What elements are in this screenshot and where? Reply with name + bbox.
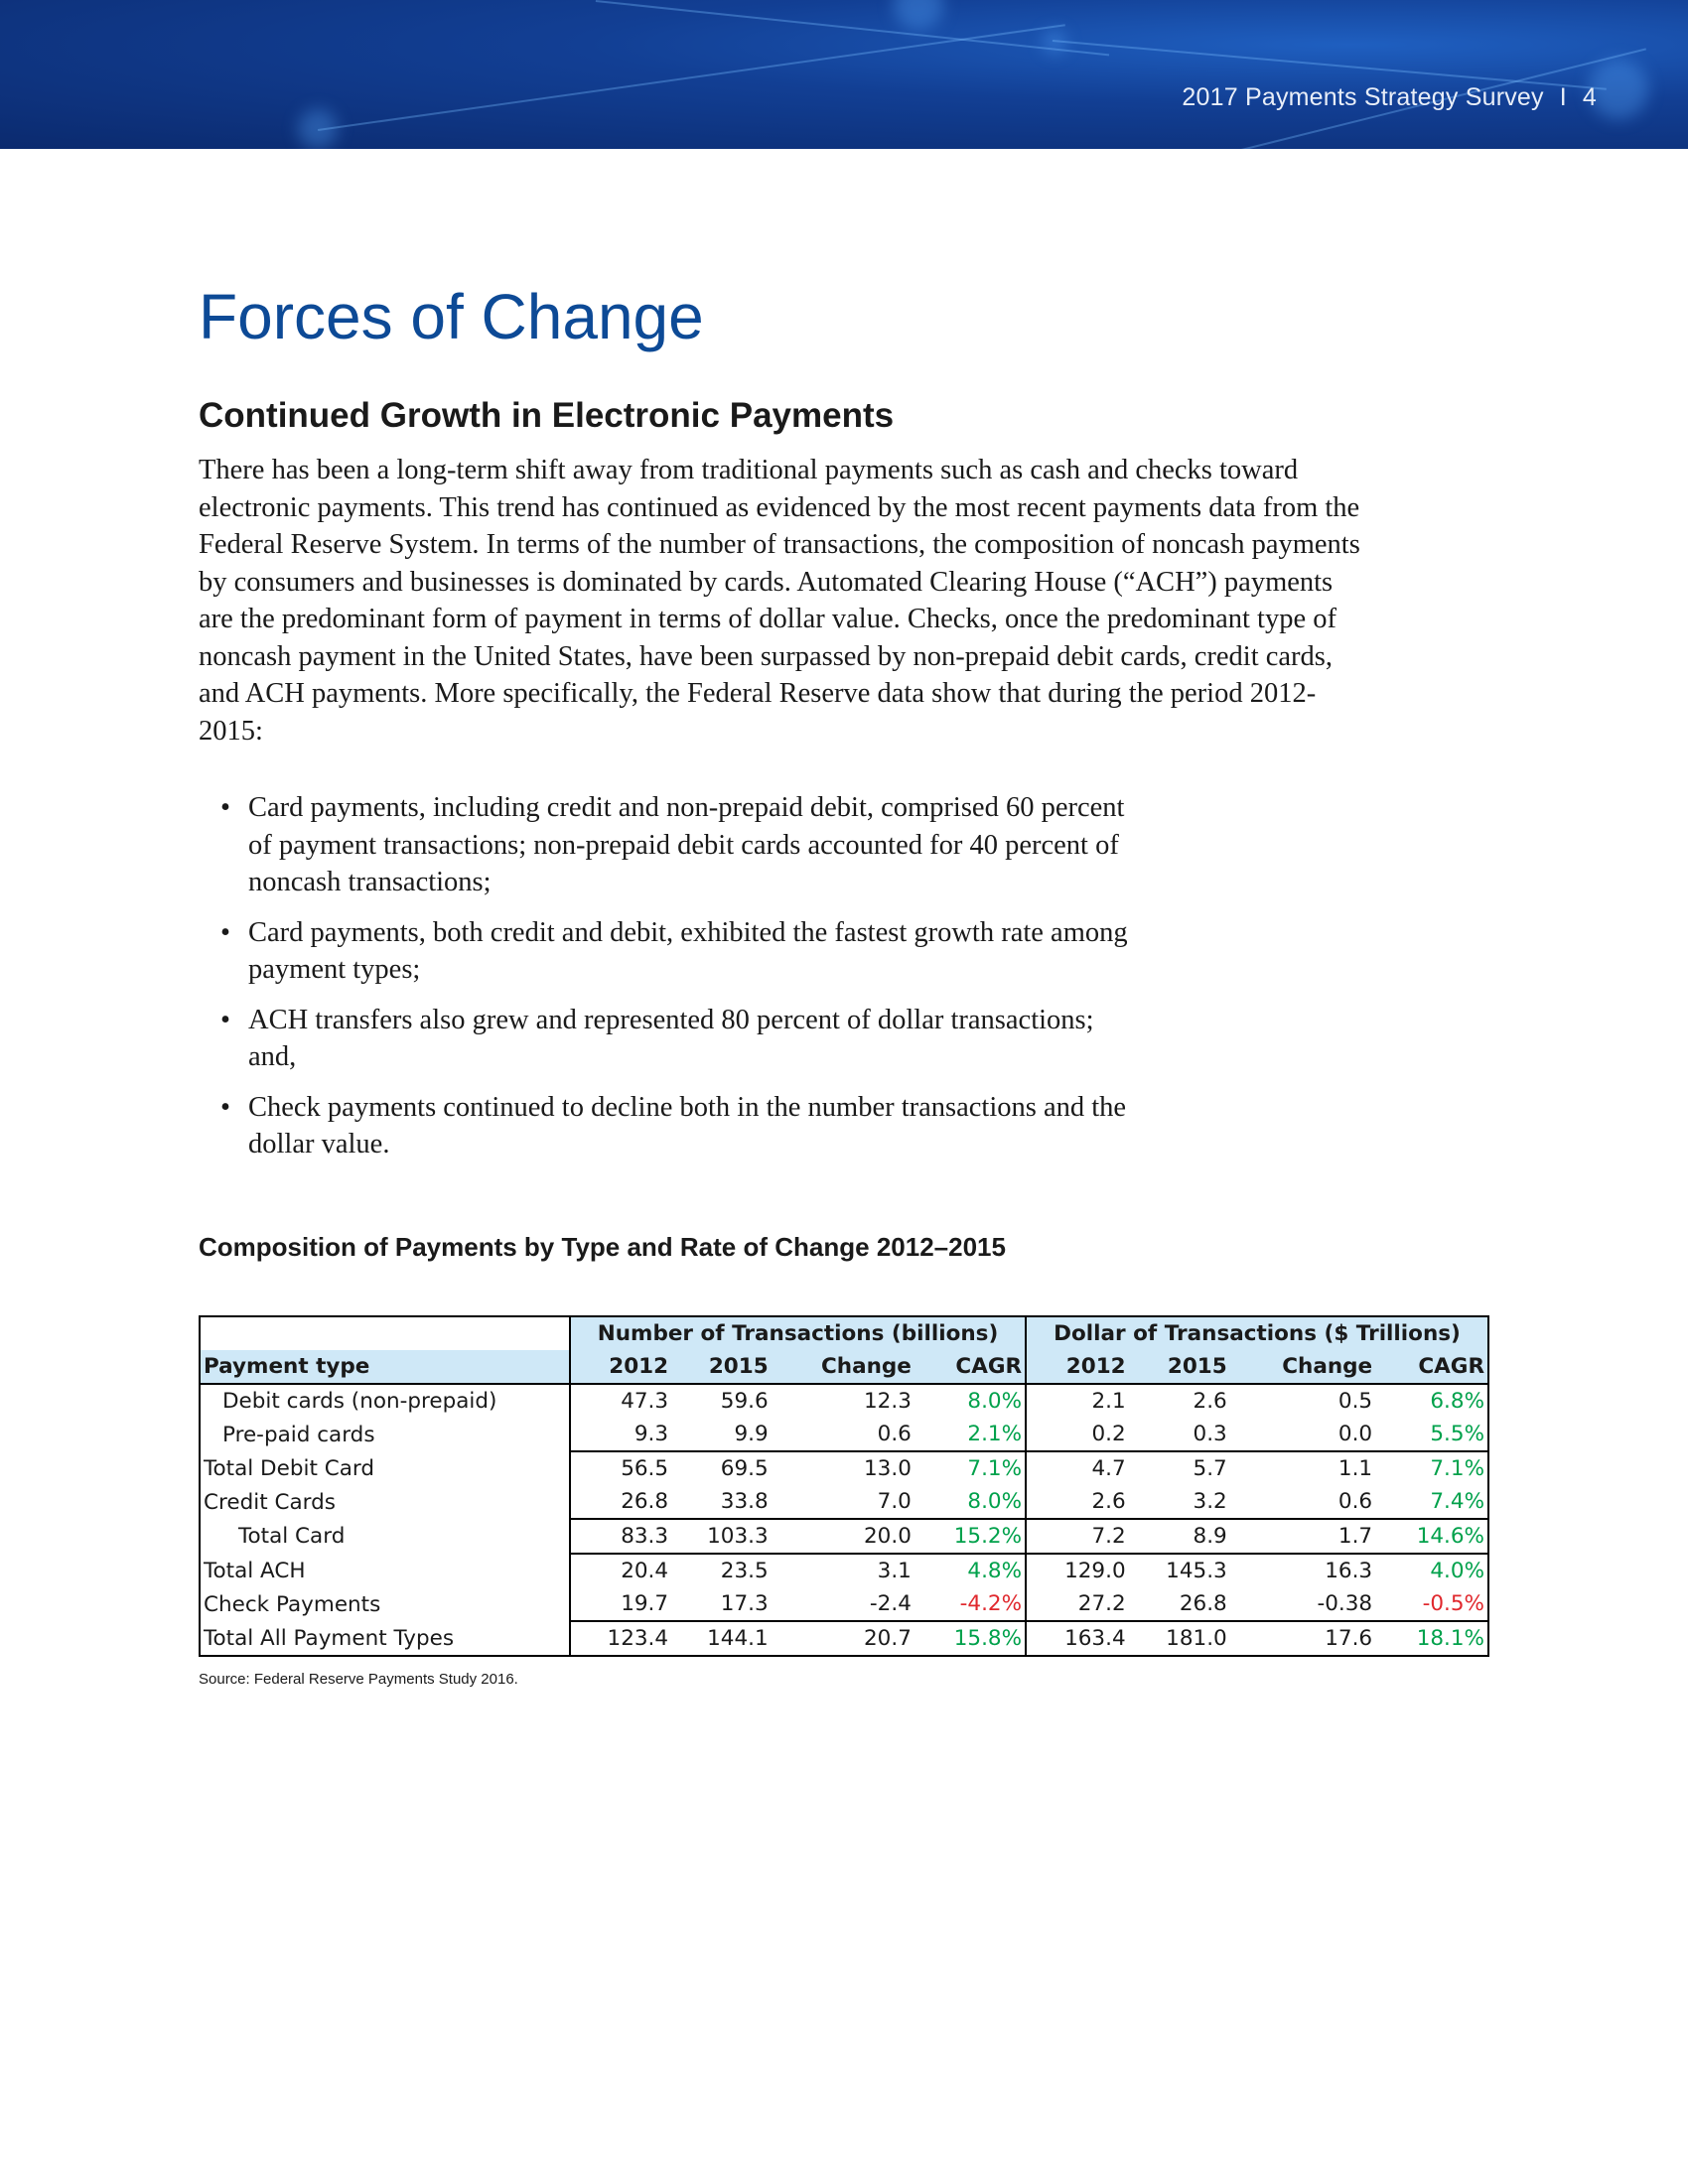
cagr-cell: 4.0% bbox=[1375, 1554, 1488, 1587]
table-cell: 59.6 bbox=[720, 1389, 769, 1414]
table-cell: 1.7 bbox=[1230, 1519, 1375, 1554]
cagr-cell: -0.5% bbox=[1422, 1591, 1484, 1616]
table-cell: 20.4 bbox=[570, 1554, 671, 1587]
table-cell: 20.7 bbox=[772, 1621, 914, 1656]
table-row bbox=[200, 1418, 1488, 1451]
group-header-dollar: Dollar of Transactions ($ Trillions) bbox=[1026, 1316, 1488, 1350]
table-cell: 3.1 bbox=[772, 1554, 914, 1587]
survey-title: 2017 Payments Strategy Survey bbox=[1182, 83, 1544, 111]
row-label: Check Payments bbox=[204, 1591, 381, 1617]
table-row bbox=[200, 1485, 1488, 1519]
table-group-header-row bbox=[200, 1316, 1488, 1350]
table-cell: -2.4 bbox=[869, 1591, 912, 1616]
page-number: 4 bbox=[1582, 83, 1597, 111]
cagr-cell: 8.0% bbox=[967, 1489, 1023, 1514]
row-label: Credit Cards bbox=[204, 1489, 336, 1515]
table-cell: 181.0 bbox=[1129, 1621, 1230, 1656]
table-cell: 3.2 bbox=[1193, 1489, 1227, 1514]
table-cell: 27.2 bbox=[1026, 1587, 1129, 1621]
cagr-cell: -4.2% bbox=[959, 1591, 1023, 1616]
table-cell: 13.0 bbox=[772, 1451, 914, 1485]
table-cell: 145.3 bbox=[1129, 1554, 1230, 1587]
bullet-item: • ACH transfers also grew and represented 80 percent of dollar transactions; and, bbox=[199, 1002, 1132, 1076]
bullet-item: • Card payments, including credit and non-prepaid debit, comprised 60 percent of payment transactions; non-prepaid debit cards accounted for 40 percent of noncash transactions; bbox=[199, 789, 1132, 901]
table-row bbox=[200, 1587, 1488, 1621]
col-header: Change bbox=[772, 1350, 914, 1384]
page-title: Forces of Change bbox=[199, 281, 704, 352]
table-cell: -0.38 bbox=[1317, 1591, 1373, 1616]
table-title: Composition of Payments by Type and Rate of Change 2012–2015 bbox=[199, 1232, 1006, 1262]
table-cell: 0.3 bbox=[1193, 1422, 1227, 1446]
table-cell: 7.0 bbox=[877, 1489, 912, 1514]
table-cell: 56.5 bbox=[570, 1451, 671, 1485]
table-cell: 33.8 bbox=[720, 1489, 769, 1514]
table-column-header-row bbox=[200, 1350, 1488, 1384]
row-label: Debit cards (non-prepaid) bbox=[222, 1389, 497, 1414]
table-cell: 7.2 bbox=[1026, 1519, 1129, 1554]
row-label: Total ACH bbox=[204, 1558, 306, 1583]
col-header: 2012 bbox=[1026, 1350, 1129, 1384]
cagr-cell: 8.0% bbox=[967, 1389, 1023, 1414]
table-cell: 8.9 bbox=[1129, 1519, 1230, 1554]
bullet-item: • Card payments, both credit and debit, exhibited the fastest growth rate among payment types; bbox=[199, 914, 1132, 989]
table-cell: 20.0 bbox=[772, 1519, 914, 1554]
table-body bbox=[200, 1384, 1488, 1656]
table-cell: 103.3 bbox=[671, 1519, 772, 1554]
table-cell: 2.1 bbox=[1026, 1384, 1129, 1418]
cagr-cell: 14.6% bbox=[1375, 1519, 1488, 1554]
cagr-cell: 18.1% bbox=[1375, 1621, 1488, 1656]
cagr-cell: 2.1% bbox=[967, 1422, 1023, 1446]
table-row bbox=[200, 1519, 1488, 1554]
table-cell: 0.6 bbox=[1337, 1489, 1373, 1514]
table-cell: 17.6 bbox=[1230, 1621, 1375, 1656]
cagr-cell: 7.1% bbox=[914, 1451, 1026, 1485]
table-cell: 9.3 bbox=[570, 1418, 671, 1451]
row-label: Total All Payment Types bbox=[200, 1621, 570, 1656]
table-cell: 144.1 bbox=[671, 1621, 772, 1656]
source-note: Source: Federal Reserve Payments Study 2016. bbox=[199, 1671, 518, 1688]
table-row bbox=[200, 1554, 1488, 1587]
cagr-cell: 6.8% bbox=[1430, 1389, 1484, 1414]
table-row bbox=[200, 1621, 1488, 1656]
table-cell: 129.0 bbox=[1026, 1554, 1129, 1587]
col-header: 2012 bbox=[570, 1350, 671, 1384]
table-cell: 26.8 bbox=[570, 1485, 671, 1519]
table-row bbox=[200, 1384, 1488, 1418]
table-row bbox=[200, 1451, 1488, 1485]
table-cell: 69.5 bbox=[671, 1451, 772, 1485]
payments-table bbox=[199, 1315, 1489, 1657]
row-label: Total Card bbox=[238, 1524, 346, 1549]
table-cell: 16.3 bbox=[1230, 1554, 1375, 1587]
header-separator: I bbox=[1559, 83, 1567, 111]
table-cell: 4.7 bbox=[1026, 1451, 1129, 1485]
table-cell: 123.4 bbox=[570, 1621, 671, 1656]
table-cell: 26.8 bbox=[1179, 1591, 1227, 1616]
table-cell: 5.7 bbox=[1129, 1451, 1230, 1485]
row-label: Total Debit Card bbox=[204, 1455, 375, 1481]
col-header: 2015 bbox=[671, 1350, 772, 1384]
row-header-label: Payment type bbox=[200, 1350, 570, 1384]
col-header: CAGR bbox=[914, 1350, 1026, 1384]
table-cell: 83.3 bbox=[570, 1519, 671, 1554]
col-header: 2015 bbox=[1129, 1350, 1230, 1384]
row-label: Pre-paid cards bbox=[222, 1422, 375, 1447]
table-cell: 0.0 bbox=[1337, 1422, 1373, 1446]
col-header: CAGR bbox=[1375, 1350, 1488, 1384]
table-cell: 163.4 bbox=[1026, 1621, 1129, 1656]
cagr-cell: 5.5% bbox=[1430, 1422, 1484, 1446]
cagr-cell: 7.1% bbox=[1375, 1451, 1488, 1485]
table-cell: 23.5 bbox=[671, 1554, 772, 1587]
table-cell: 2.6 bbox=[1193, 1389, 1227, 1414]
col-header: Change bbox=[1230, 1350, 1375, 1384]
table-cell: 2.6 bbox=[1026, 1485, 1129, 1519]
cagr-cell: 7.4% bbox=[1430, 1489, 1484, 1514]
cagr-cell: 15.8% bbox=[914, 1621, 1026, 1656]
header-banner bbox=[0, 0, 1688, 149]
table-cell: 9.9 bbox=[734, 1422, 769, 1446]
table-cell: 0.6 bbox=[877, 1422, 912, 1446]
table-cell: 0.5 bbox=[1337, 1389, 1373, 1414]
table-cell: 12.3 bbox=[864, 1389, 912, 1414]
intro-paragraph: There has been a long-term shift away from traditional payments such as cash and checks toward electronic payments. This trend has continued as evidenced by the most recent payments data from the Federal Reserve System. In terms of the number of transactions, the composition of noncash payments by consumers and businesses is dominated by cards. Automated Clearing House (“ACH”) payments are the predominant form of payment in terms of dollar value. Checks, once the predominant type of noncash payment in the United States, have been surpassed by non-prepaid debit cards, credit cards, and ACH payments. More specifically, the Federal Reserve data show that during the period 2012-2015: bbox=[199, 455, 1360, 747]
table-cell: 19.7 bbox=[570, 1587, 671, 1621]
table-cell: 1.1 bbox=[1230, 1451, 1375, 1485]
table-cell: 17.3 bbox=[720, 1591, 769, 1616]
cagr-cell: 4.8% bbox=[914, 1554, 1026, 1587]
table-cell: 0.2 bbox=[1026, 1418, 1129, 1451]
group-header-number: Number of Transactions (billions) bbox=[570, 1316, 1026, 1350]
running-header bbox=[1182, 83, 1597, 112]
cagr-cell: 15.2% bbox=[914, 1519, 1026, 1554]
section-heading: Continued Growth in Electronic Payments bbox=[199, 396, 895, 435]
bullet-list bbox=[199, 789, 1132, 1176]
bullet-item: • Check payments continued to decline both in the number transactions and the dollar value. bbox=[199, 1089, 1132, 1163]
table-cell: 47.3 bbox=[570, 1384, 671, 1418]
